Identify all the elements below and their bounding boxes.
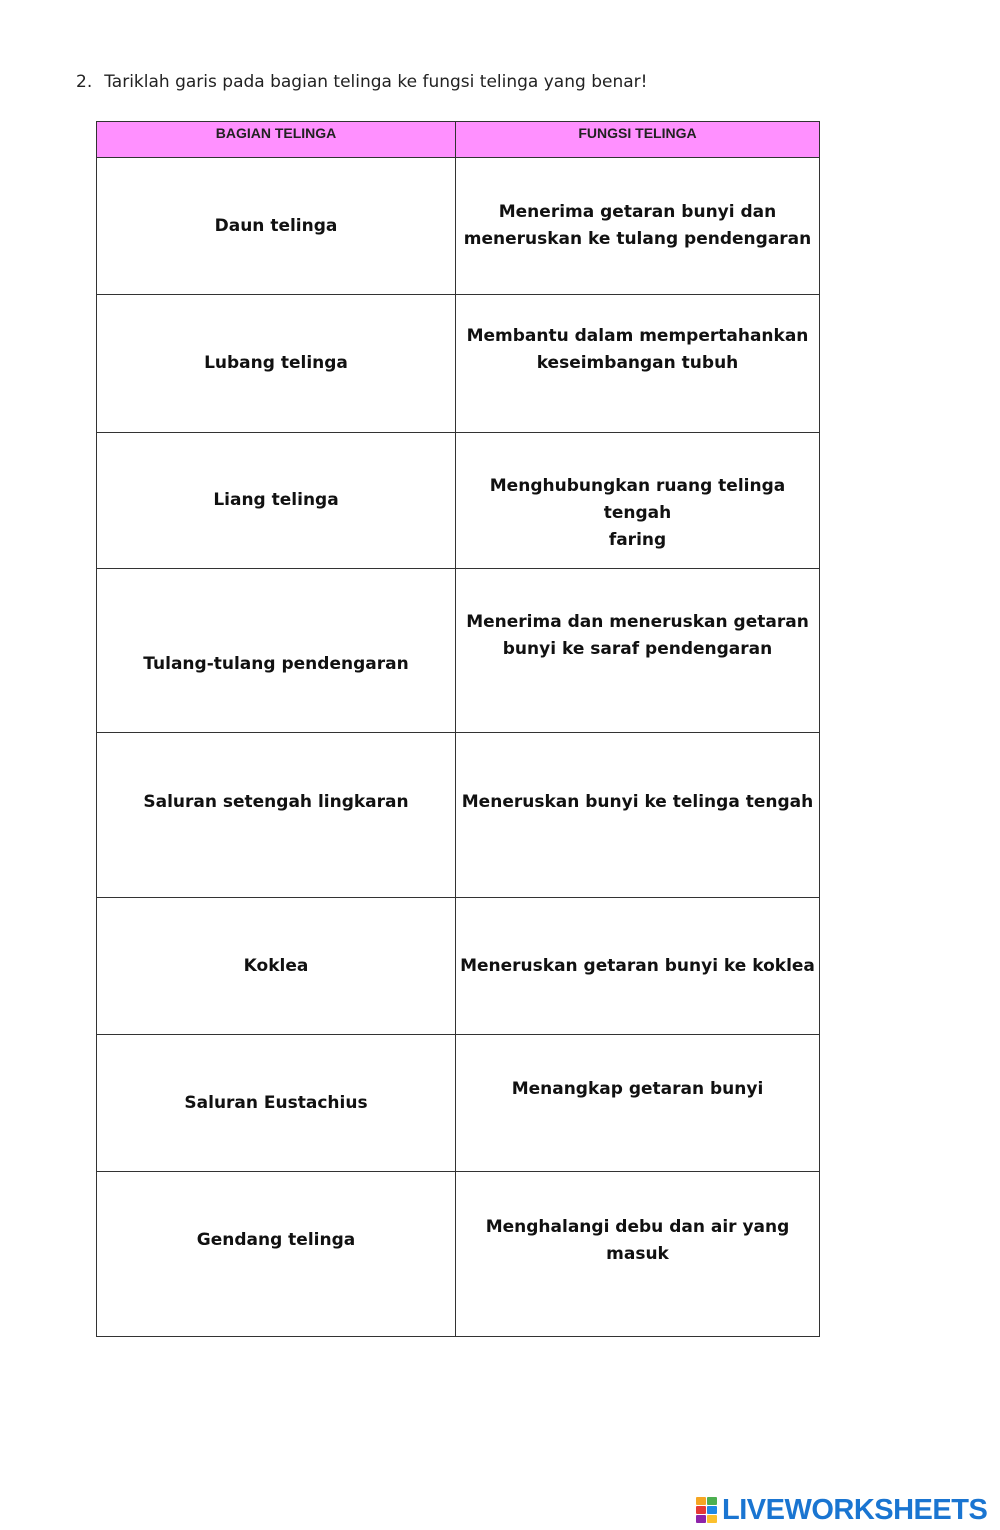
ear-function-label: Membantu dalam mempertahankan keseimbangan tubuh <box>466 326 809 373</box>
ear-part-cell[interactable] <box>97 1035 456 1172</box>
ear-function-label: Menerima getaran bunyi dan meneruskan ke tulang pendengaran <box>463 202 812 249</box>
table-row <box>97 1035 820 1172</box>
header-fungsi-telinga: FUNGSI TELINGA <box>456 122 820 158</box>
ear-part-cell[interactable] <box>97 1172 456 1337</box>
ear-part-label: Daun telinga <box>214 215 338 236</box>
table-row <box>97 569 820 733</box>
ear-part-cell[interactable] <box>97 158 456 295</box>
liveworksheets-logo[interactable] <box>696 1490 987 1530</box>
matching-table <box>96 121 820 1337</box>
ear-function-label: Menerima dan meneruskan getaran bunyi ke saraf pendengaran <box>466 612 809 659</box>
table-row <box>97 733 820 898</box>
table-row <box>97 158 820 295</box>
ear-function-cell[interactable] <box>456 1035 820 1172</box>
table-row <box>97 1172 820 1337</box>
table-row <box>97 295 820 433</box>
ear-part-label: Saluran setengah lingkaran <box>143 792 409 812</box>
ear-function-cell[interactable] <box>456 898 820 1035</box>
ear-part-cell[interactable] <box>97 433 456 569</box>
ear-function-label: Menangkap getaran bunyi <box>511 1079 764 1099</box>
ear-part-label: Lubang telinga <box>204 353 348 373</box>
ear-function-cell[interactable] <box>456 569 820 733</box>
ear-part-cell[interactable] <box>97 295 456 433</box>
ear-part-cell[interactable] <box>97 898 456 1035</box>
instruction-text: Tariklah garis pada bagian telinga ke fungsi telinga yang benar! <box>104 72 648 92</box>
ear-function-label: Menghalangi debu dan air yang masuk <box>485 1217 790 1264</box>
ear-function-cell[interactable] <box>456 433 820 569</box>
header-bagian-telinga: BAGIAN TELINGA <box>97 122 456 158</box>
ear-function-label: Meneruskan bunyi ke telinga tengah <box>461 792 814 812</box>
ear-part-cell[interactable] <box>97 569 456 733</box>
ear-function-label: Menghubungkan ruang telinga tengah faring <box>489 476 786 550</box>
ear-part-label: Saluran Eustachius <box>184 1093 368 1113</box>
ear-part-label: Liang telinga <box>213 490 339 510</box>
question-number: 2. <box>76 72 93 92</box>
liveworksheets-text: LIVEWORKSHEETS <box>722 1493 988 1526</box>
table-row <box>97 433 820 569</box>
instruction <box>76 72 647 92</box>
ear-function-cell[interactable] <box>456 158 820 295</box>
ear-function-cell[interactable] <box>456 1172 820 1337</box>
ear-part-label: Koklea <box>243 956 309 976</box>
ear-part-cell[interactable] <box>97 733 456 898</box>
ear-function-cell[interactable] <box>456 733 820 898</box>
ear-function-label: Meneruskan getaran bunyi ke koklea <box>460 956 815 976</box>
ear-part-label: Tulang-tulang pendengaran <box>143 654 409 674</box>
liveworksheets-mark-icon <box>696 1497 718 1523</box>
ear-function-cell[interactable] <box>456 295 820 433</box>
table-row <box>97 898 820 1035</box>
ear-part-label: Gendang telinga <box>196 1230 356 1250</box>
table-header-row <box>97 122 820 158</box>
